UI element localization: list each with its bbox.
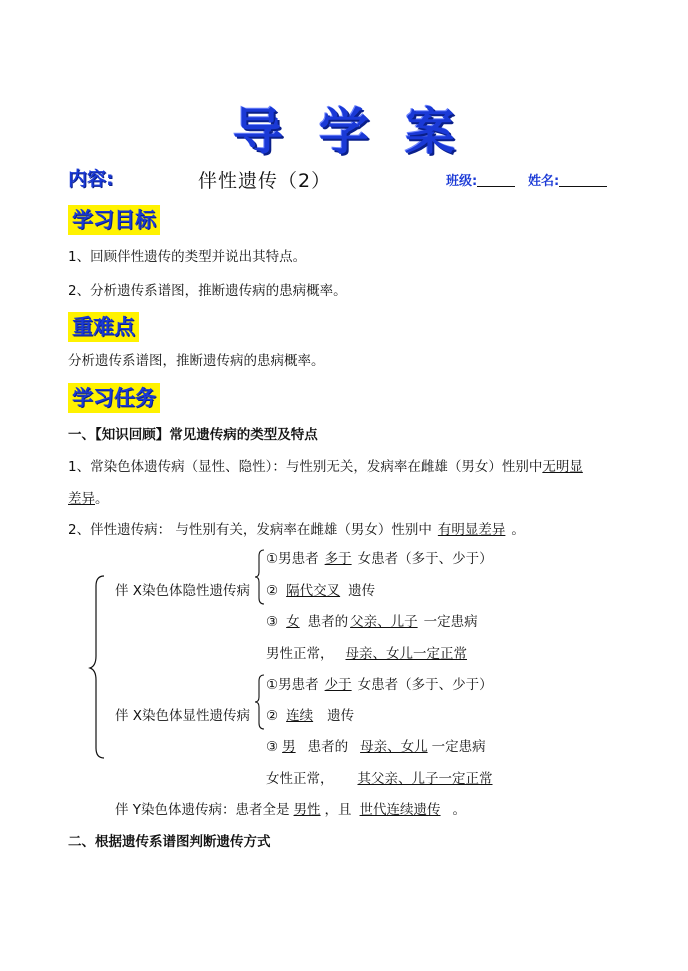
line-text: ② xyxy=(266,583,279,599)
name-label: 姓名: xyxy=(528,174,560,189)
section-heading-key-points: 重难点 xyxy=(68,312,139,342)
class-field xyxy=(446,170,515,189)
answer-blank: 少于 xyxy=(324,677,352,693)
line-text: ，且 xyxy=(324,802,352,818)
answer-blank: 父亲、儿子 xyxy=(350,614,418,630)
x-recessive-line-1 xyxy=(266,550,493,568)
sexlinked-prefix: 2、伴性遗传病： 与性别有关，发病率在雌雄（男女）性别中 xyxy=(68,522,432,538)
name-field xyxy=(528,170,607,189)
answer-blank: 男性 xyxy=(293,802,321,818)
answer-blank: 有明显差异 xyxy=(437,522,506,538)
line-text: 一定患病 xyxy=(423,614,478,630)
line-text: ③ xyxy=(266,739,279,755)
goal-item: 2、分析遗传系谱图，推断遗传病的患病概率。 xyxy=(68,283,347,299)
x-recessive-line-3 xyxy=(266,613,478,631)
content-label: 内容: xyxy=(68,168,114,190)
x-dominant-line-4 xyxy=(266,770,511,788)
answer-blank: 多于 xyxy=(324,551,352,567)
line-text: ①男患者 xyxy=(266,677,319,693)
x-recessive-label: 伴 X染色体隐性遗传病 xyxy=(115,583,251,599)
line-text: 女性正常， xyxy=(266,771,334,787)
line-text: 伴 Y染色体遗传病：患者全是 xyxy=(115,802,290,818)
small-brace xyxy=(254,673,266,731)
part2-title: 二、根据遗传系谱图判断遗传方式 xyxy=(68,834,271,850)
y-linked-line xyxy=(115,801,466,819)
big-brace xyxy=(88,572,108,762)
x-dominant-label: 伴 X染色体显性遗传病 xyxy=(115,708,251,724)
answer-blank: 差异 xyxy=(68,491,95,507)
small-brace xyxy=(254,548,266,606)
title-char: 学 xyxy=(319,103,369,161)
answer-blank: 女 xyxy=(286,614,300,630)
line-text: ①男患者 xyxy=(266,551,319,567)
topic-title: 伴性遗传（2） xyxy=(198,170,332,192)
answer-blank: 母亲、女儿 xyxy=(360,739,428,755)
goal-item: 1、回顾伴性遗传的类型并说出其特点。 xyxy=(68,249,307,265)
autosomal-suffix: 。 xyxy=(95,491,109,507)
class-label: 班级: xyxy=(446,174,478,189)
answer-blank: 男 xyxy=(282,739,296,755)
x-dominant-line-2 xyxy=(266,707,354,725)
section-heading-goals: 学习目标 xyxy=(68,205,160,235)
line-text: 。 xyxy=(452,802,467,818)
autosomal-prefix: 1、常染色体遗传病（显性、隐性）：与性别无关，发病率在雌雄（男女）性别中 xyxy=(68,459,543,475)
answer-blank: 其父亲、儿子一定正常 xyxy=(357,771,493,787)
answer-blank: 连续 xyxy=(286,708,314,724)
answer-blank: 隔代交叉 xyxy=(286,583,341,599)
line-text: ② xyxy=(266,708,279,724)
line-text: 患者的 xyxy=(307,739,349,755)
autosomal-line-2 xyxy=(68,490,109,508)
class-blank[interactable] xyxy=(477,173,515,187)
x-dominant-line-1 xyxy=(266,676,493,694)
part1-title: 一、【知识回顾】常见遗传病的类型及特点 xyxy=(68,427,318,443)
line-text: 遗传 xyxy=(327,708,355,724)
answer-blank: 无明显 xyxy=(542,459,583,475)
title-char: 导 xyxy=(233,103,283,161)
line-text: 遗传 xyxy=(348,583,376,599)
x-recessive-line-2 xyxy=(266,582,375,600)
line-text: 一定患病 xyxy=(431,739,486,755)
line-text: 患者的 xyxy=(307,614,349,630)
name-blank[interactable] xyxy=(559,173,607,187)
line-text: 女患者（多于、少于） xyxy=(357,551,493,567)
x-dominant-line-3 xyxy=(266,738,486,756)
line-text: 女患者（多于、少于） xyxy=(357,677,493,693)
sexlinked-line xyxy=(68,521,525,539)
key-points-text: 分析遗传系谱图，推断遗传病的患病概率。 xyxy=(68,353,325,369)
page-title xyxy=(0,92,688,164)
sexlinked-suffix: 。 xyxy=(511,522,525,538)
answer-blank: 世代连续遗传 xyxy=(359,802,441,818)
section-heading-tasks: 学习任务 xyxy=(68,383,160,413)
answer-blank: 母亲、女儿一定正常 xyxy=(345,646,467,662)
autosomal-line xyxy=(68,458,583,476)
x-recessive-line-4 xyxy=(266,645,479,663)
title-char: 案 xyxy=(405,103,455,161)
line-text: 男性正常， xyxy=(266,646,334,662)
line-text: ③ xyxy=(266,614,279,630)
